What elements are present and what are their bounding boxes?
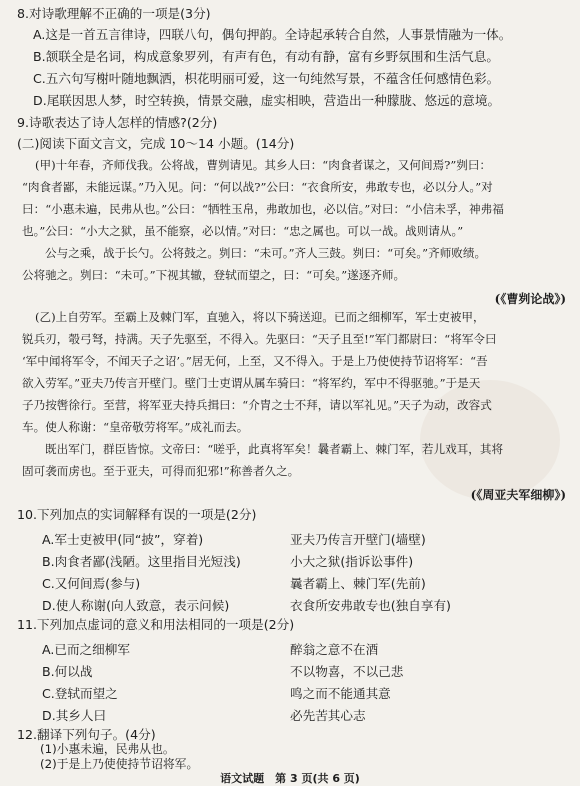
q11-option-b-left: B.何以战 [42, 664, 93, 679]
q11-option-c-left: C.登轼而望之 [42, 686, 118, 701]
passage-yi-line: 子乃按辔徐行。至营，将军亚夫持兵揖曰：“介胄之士不拜，请以军礼见。”天子为动，改容式 [22, 398, 492, 412]
q10-option-b-left: B.肉食者鄙(浅陋。这里指目光短浅) [42, 554, 241, 569]
passage-jia-line: 公与之乘，战于长勺。公将鼓之。刿曰：“未可。”齐人三鼓。刿曰：“可矣。”齐师败绩。 [45, 246, 487, 260]
q9-stem: 9.诗歌表达了诗人怎样的情感?(2分) [17, 115, 218, 130]
passage-yi-line: 车。使人称谢：“皇帝敬劳将军。”成礼而去。 [22, 420, 249, 434]
q8-option-b: B.颔联全是名词，构成意象罗列，有声有色，有动有静，富有乡野氛围和生活气息。 [33, 49, 500, 64]
q12-sentence-1: (1)小惠未遍，民弗从也。 [40, 742, 175, 756]
passage-jia-line: 也。”公曰：“小大之狱，虽不能察，必以情。”对曰：“忠之属也。可以一战。战则请从。” [22, 224, 464, 238]
page-footer: 语文试题 第 3 页(共 6 页) [220, 772, 360, 785]
passage-yi-line: ‘军中闻将军令，不闻天子之诏’。”居无何，上至，又不得入。于是上乃使使持节诏将军：“吾 [22, 354, 488, 368]
q11-option-a-right: 醉翁之意不在酒 [290, 642, 379, 657]
q11-option-d-right: 必先苦其心志 [290, 708, 366, 723]
q11-stem: 11.下列加点虚词的意义和用法相同的一项是(2分) [17, 617, 295, 632]
q8-option-d: D.尾联因思人梦，时空转换，情景交融，虚实相映，营造出一种朦胧、悠远的意境。 [33, 93, 501, 108]
section-header: (二)阅读下面文言文，完成 10～14 小题。(14分) [17, 136, 295, 151]
source-yi: (《周亚夫军细柳》) [470, 488, 566, 502]
q10-option-c-right: 曩者霸上、棘门军(先前) [290, 576, 426, 591]
q10-stem: 10.下列加点的实词解释有误的一项是(2分) [17, 507, 257, 522]
q8-option-c: C.五六句写榭叶随地飘洒，枳花明丽可爱，这一句纯然写景，不蕴含任何感情色彩。 [33, 71, 500, 86]
q12-stem: 12.翻译下列句子。(4分) [17, 727, 156, 742]
q10-option-c-left: C.又何间焉(参与) [42, 576, 141, 591]
passage-yi-line: 固可袭而虏也。至于亚夫，可得而犯邪!”称善者久之。 [22, 464, 300, 478]
q12-sentence-2: (2)于是上乃使使持节诏将军。 [40, 757, 199, 771]
passage-jia-line: 公将驰之。刿曰：“未可。”下视其辙，登轼而望之，曰：“可矣。”遂逐齐师。 [22, 268, 406, 282]
source-jia: (《曹刿论战》) [494, 292, 566, 306]
q8-stem: 8.对诗歌理解不正确的一项是(3分) [17, 6, 211, 21]
passage-yi-line: 锐兵刃，彀弓弩，持满。天子先驱至，不得入。先驱曰：“天子且至!”军门都尉曰：“将军令曰 [22, 332, 497, 346]
q11-option-b-right: 不以物喜，不以己悲 [290, 664, 404, 679]
q11-option-d-left: D.其乡人曰 [42, 708, 107, 723]
q10-option-a-right: 亚夫乃传言开壁门(墙壁) [290, 532, 426, 547]
q8-option-a: A.这是一首五言律诗，四联八句，偶句押韵。全诗起承转合自然，人事景情融为一体。 [33, 27, 512, 42]
q11-option-c-right: 鸣之而不能通其意 [290, 686, 391, 701]
passage-yi-line: 欲入劳军。”亚夫乃传言开壁门。壁门士吏谓从属车骑曰：“将军约，军中不得驱驰。”于是天 [22, 376, 481, 390]
passage-jia-line: 曰：“小惠未遍，民弗从也。”公曰：“牺牲玉帛，弗敢加也，必以信。”对曰：“小信未孚，神弗福 [22, 202, 504, 216]
q11-option-a-left: A.已而之细柳军 [42, 642, 130, 657]
q10-option-d-right: 衣食所安弗敢专也(独自享有) [290, 598, 451, 613]
q10-option-a-left: A.军士吏被甲(同“披”，穿着) [42, 532, 204, 547]
q10-option-d-left: D.使人称谢(向人致意，表示问候) [42, 598, 230, 613]
passage-yi-line: (乙)上自劳军。至霸上及棘门军，直驰入，将以下骑送迎。已而之细柳军，军士吏被甲， [35, 310, 485, 324]
q10-option-b-right: 小大之狱(指诉讼事件) [290, 554, 414, 569]
passage-jia-line: “肉食者鄙，未能远谋。”乃入见。问：“何以战?”公曰：“衣食所安，弗敢专也，必以分人。”对 [22, 180, 493, 194]
passage-yi-line: 既出军门，群臣皆惊。文帝曰：“嗟乎，此真将军矣！曩者霸上、棘门军，若儿戏耳，其将 [45, 442, 504, 456]
passage-jia-line: (甲)十年春，齐师伐我。公将战，曹刿请见。其乡人曰：“肉食者谋之，又何间焉?”刿曰： [35, 158, 492, 172]
